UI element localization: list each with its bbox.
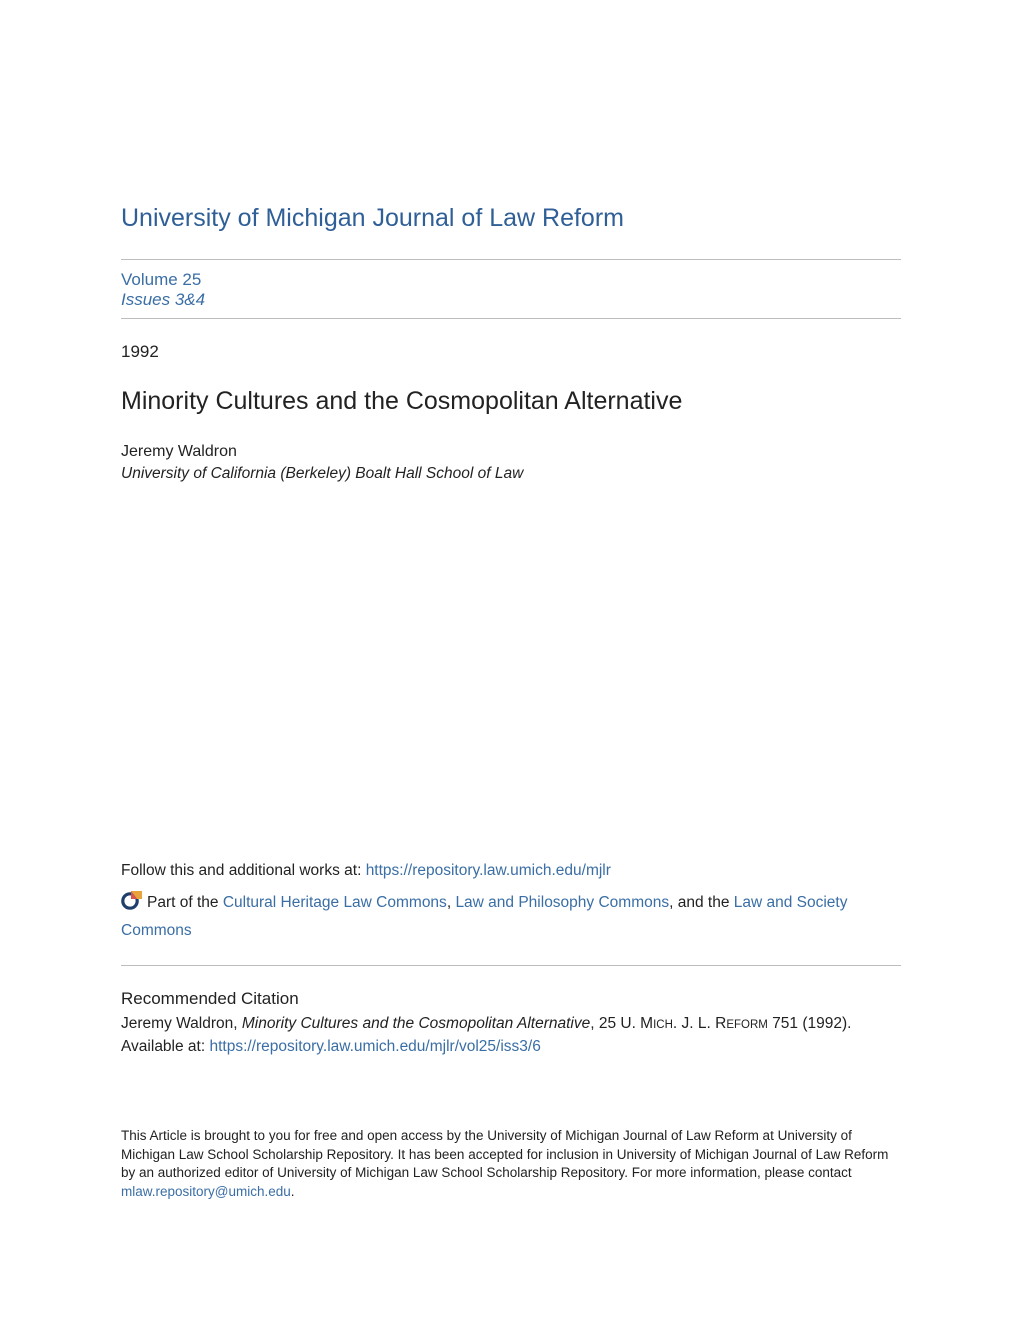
- cultural-heritage-law-commons-link[interactable]: Cultural Heritage Law Commons: [222, 894, 447, 911]
- citation-author: Jeremy Waldron,: [121, 1015, 242, 1032]
- collection-url-link[interactable]: https://repository.law.umich.edu/mjlr: [365, 862, 611, 879]
- author-name: Jeremy Waldron: [121, 443, 237, 460]
- divider: [121, 965, 901, 966]
- contact-email-link[interactable]: mlaw.repository@umich.edu: [121, 1183, 291, 1199]
- available-label: Available at:: [121, 1038, 210, 1055]
- citation-smallcaps: EFORM: [726, 1019, 768, 1031]
- citation-journal-part: , 25 U. M: [590, 1015, 654, 1032]
- article-url-link[interactable]: https://repository.law.umich.edu/mjlr/vol25/iss3/6: [209, 1038, 541, 1055]
- publication-year: 1992: [121, 342, 159, 361]
- citation-title: Minority Cultures and the Cosmopolitan Alternative: [241, 1015, 591, 1032]
- article-title: Minority Cultures and the Cosmopolitan Alternative: [121, 387, 683, 415]
- citation-heading: Recommended Citation: [121, 989, 299, 1008]
- part-of-line: [121, 889, 901, 945]
- access-notice-text: This Article is brought to you for free and open access by the University of Michigan Journal of Law Reform at University of Michigan Law School Scholarship Repository. It has been accepted for inclusion in University of Michigan Journal of Law Reform by an authorized editor of University of Michigan Law School Scholarship Repository. For more information, please contact: [121, 1128, 889, 1180]
- law-and-philosophy-commons-link[interactable]: Law and Philosophy Commons: [455, 894, 670, 911]
- access-notice-end: .: [290, 1183, 295, 1199]
- issue-link[interactable]: Issues 3&4: [121, 290, 206, 309]
- citation-smallcaps: ICH: [653, 1019, 673, 1031]
- bepress-network-icon: [121, 890, 143, 910]
- follow-label: Follow this and additional works at:: [121, 862, 366, 879]
- divider: [121, 318, 901, 319]
- journal-title-link[interactable]: University of Michigan Journal of Law Reform: [121, 204, 624, 232]
- part-of-separator: ,: [446, 894, 456, 911]
- citation-body: [121, 1013, 911, 1058]
- volume-link[interactable]: Volume 25: [121, 270, 202, 289]
- citation-tail: 751 (1992).: [767, 1015, 852, 1032]
- author-affiliation: University of California (Berkeley) Boalt Hall School of Law: [121, 465, 524, 482]
- citation-journal-part: . J. L. R: [672, 1015, 727, 1032]
- access-notice: [121, 1127, 901, 1201]
- part-of-separator: , and the: [669, 894, 734, 911]
- follow-line: [121, 862, 611, 880]
- part-of-prefix: Part of the: [147, 894, 223, 911]
- divider: [121, 259, 901, 260]
- law-and-society-commons-link[interactable]: Law and Society Commons: [121, 894, 848, 939]
